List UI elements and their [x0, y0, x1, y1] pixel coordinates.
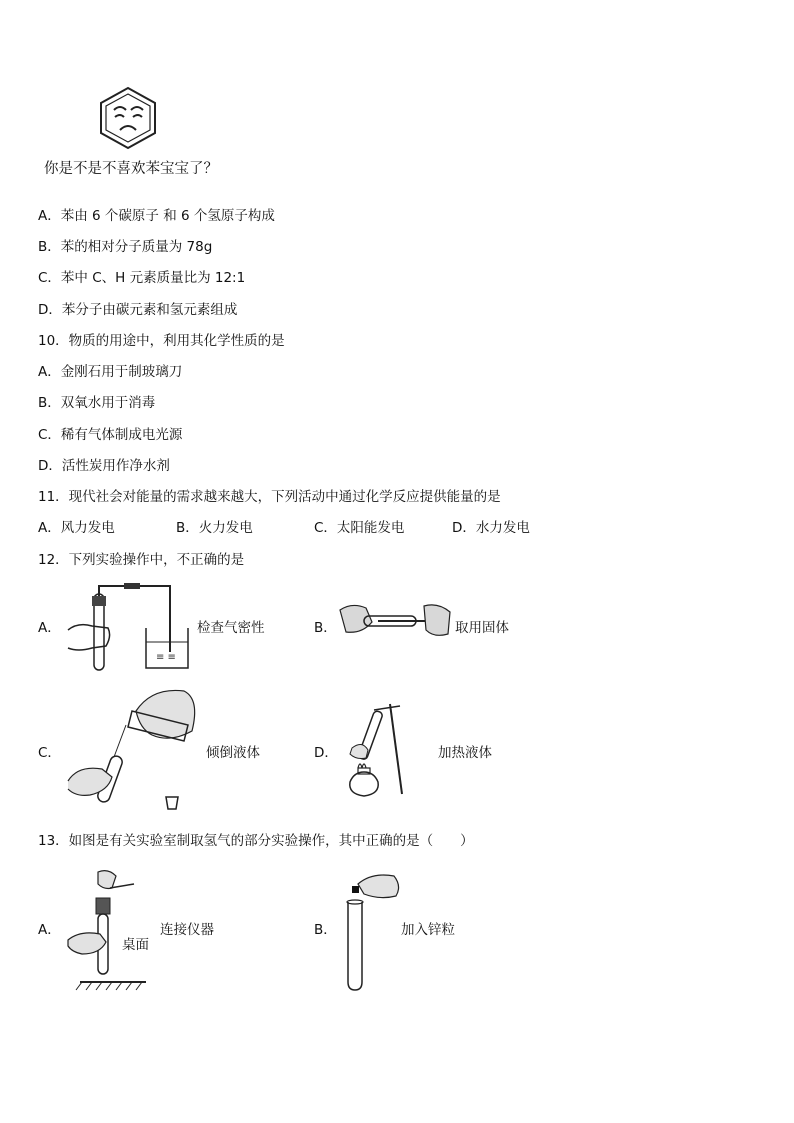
add-zinc-icon [344, 872, 404, 992]
intro-caption: 你是不是不喜欢苯宝宝了？ [44, 161, 218, 177]
q12-option-a-caption: 检查气密性 [197, 620, 265, 636]
q10-option-a: A．金刚石用于制玻璃刀 [38, 364, 183, 380]
q12-option-a-letter: A． [38, 620, 61, 636]
q12-option-d-caption: 加热液体 [438, 745, 492, 761]
q12-option-b-letter: B． [314, 620, 337, 636]
q11-option-d: D．水力发电 [452, 520, 530, 536]
q9-option-d: D．苯分子由碳元素和氢元素组成 [38, 302, 238, 318]
q11-stem: 11．现代社会对能量的需求越来越大，下列活动中通过化学反应提供能量的是 [38, 489, 501, 505]
q9-option-b: B．苯的相对分子质量为 78g [38, 239, 213, 255]
q12-option-b-caption: 取用固体 [455, 620, 509, 636]
q11-option-a: A．风力发电 [38, 520, 115, 536]
take-solid-icon [338, 600, 453, 645]
q10-stem: 10．物质的用途中，利用其化学性质的是 [38, 333, 285, 349]
q10-option-d: D．活性炭用作净水剂 [38, 458, 170, 474]
airtightness-check-icon [66, 582, 191, 674]
q11-option-c: C．太阳能发电 [314, 520, 405, 536]
q10-option-b: B．双氧水用于消毒 [38, 395, 156, 411]
q13-option-a-caption: 连接仪器 [160, 922, 214, 938]
pour-liquid-icon [66, 685, 211, 813]
q13-option-b-letter: B． [314, 922, 337, 938]
q12-option-c-caption: 倾倒液体 [206, 745, 260, 761]
q9-option-c: C．苯中 C、H 元素质量比为 12:1 [38, 270, 246, 286]
q10-option-c: C．稀有气体制成电光源 [38, 427, 183, 443]
q13-option-a-inner-label: 桌面 [122, 937, 149, 953]
svg-text:≡ ≡: ≡ ≡ [156, 652, 176, 663]
q11-option-b: B．火力发电 [176, 520, 253, 536]
benzene-face-icon [98, 86, 158, 150]
q13-option-a-letter: A． [38, 922, 61, 938]
heat-liquid-icon [338, 702, 410, 800]
q13-option-b-caption: 加入锌粒 [401, 922, 455, 938]
connect-apparatus-icon [66, 866, 148, 992]
q9-option-a: A．苯由 6 个碳原子 和 6 个氢原子构成 [38, 208, 275, 224]
q12-stem: 12．下列实验操作中，不正确的是 [38, 552, 245, 568]
q12-option-c-letter: C． [38, 745, 61, 761]
q12-option-d-letter: D． [314, 745, 338, 761]
q13-stem: 13．如图是有关实验室制取氢气的部分实验操作，其中正确的是（ ） [38, 833, 474, 849]
